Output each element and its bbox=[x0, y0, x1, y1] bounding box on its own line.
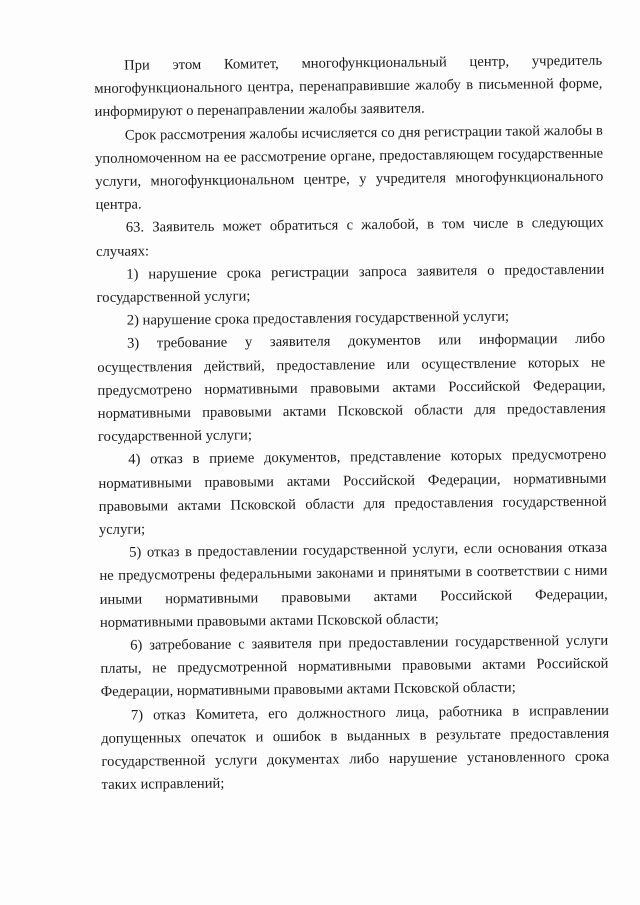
paragraph-section-63: 63. Заявитель может обратиться с жалобой, в том числе в следующих случаях: bbox=[95, 215, 604, 260]
list-item-4: 4) отказ в приеме документов, представление которых предусмотрено нормативными правовыми актами Российской Федерации, нормативными правовыми актами Псковской области для предоставления государственной услуги; bbox=[98, 447, 607, 539]
list-item-5: 5) отказ в предоставлении государственной услуги, если основания отказа не предусмотрены федеральными законами и принятыми в соответствии с ними иными нормативными правовыми актами Российской Федерации, нормативными правовыми актами Псковской области; bbox=[99, 539, 608, 631]
list-item-1: 1) нарушение срока регистрации запроса заявителя о предоставлении государственной услуги; bbox=[96, 261, 605, 307]
paragraph-redirect-info: При этом Комитет, многофункциональный центр, учредитель многофункционального центра, перенаправившие жалобу в письменной форме, информируют о перенаправлении жалобы заявителя. bbox=[94, 52, 603, 121]
paragraph-review-period: Срок рассмотрения жалобы исчисляется со дня регистрации такой жалобы в уполномоченном на ее рассмотрение органе, предоставляющем государственные услуги, многофункциональном центре, у учредителя многофункционального центра. bbox=[95, 122, 604, 214]
list-item-3: 3) требование у заявителя документов или информации либо осуществления действий, предоставление или осуществление которых не предусмотрено нормативными правовыми актами Российской Федерации, нормативными правовыми актами Псковской области для предоставления государственной услуги; bbox=[97, 331, 606, 446]
list-item-7: 7) отказ Комитета, его должностного лица, работника в исправлении допущенных опечаток и ошибок в выданных в результате предоставления государственной услуги документах либо нарушение установленного срока таких исправлений; bbox=[101, 702, 610, 794]
list-item-6: 6) затребование с заявителя при предоставлении государственной услуги платы, не предусмотренной нормативными правовыми актами Российской Федерации, нормативными правовыми актами Псковской области; bbox=[100, 632, 609, 701]
list-item-2: 2) нарушение срока предоставления государственной услуги; bbox=[126, 308, 510, 329]
document-body bbox=[94, 50, 610, 798]
